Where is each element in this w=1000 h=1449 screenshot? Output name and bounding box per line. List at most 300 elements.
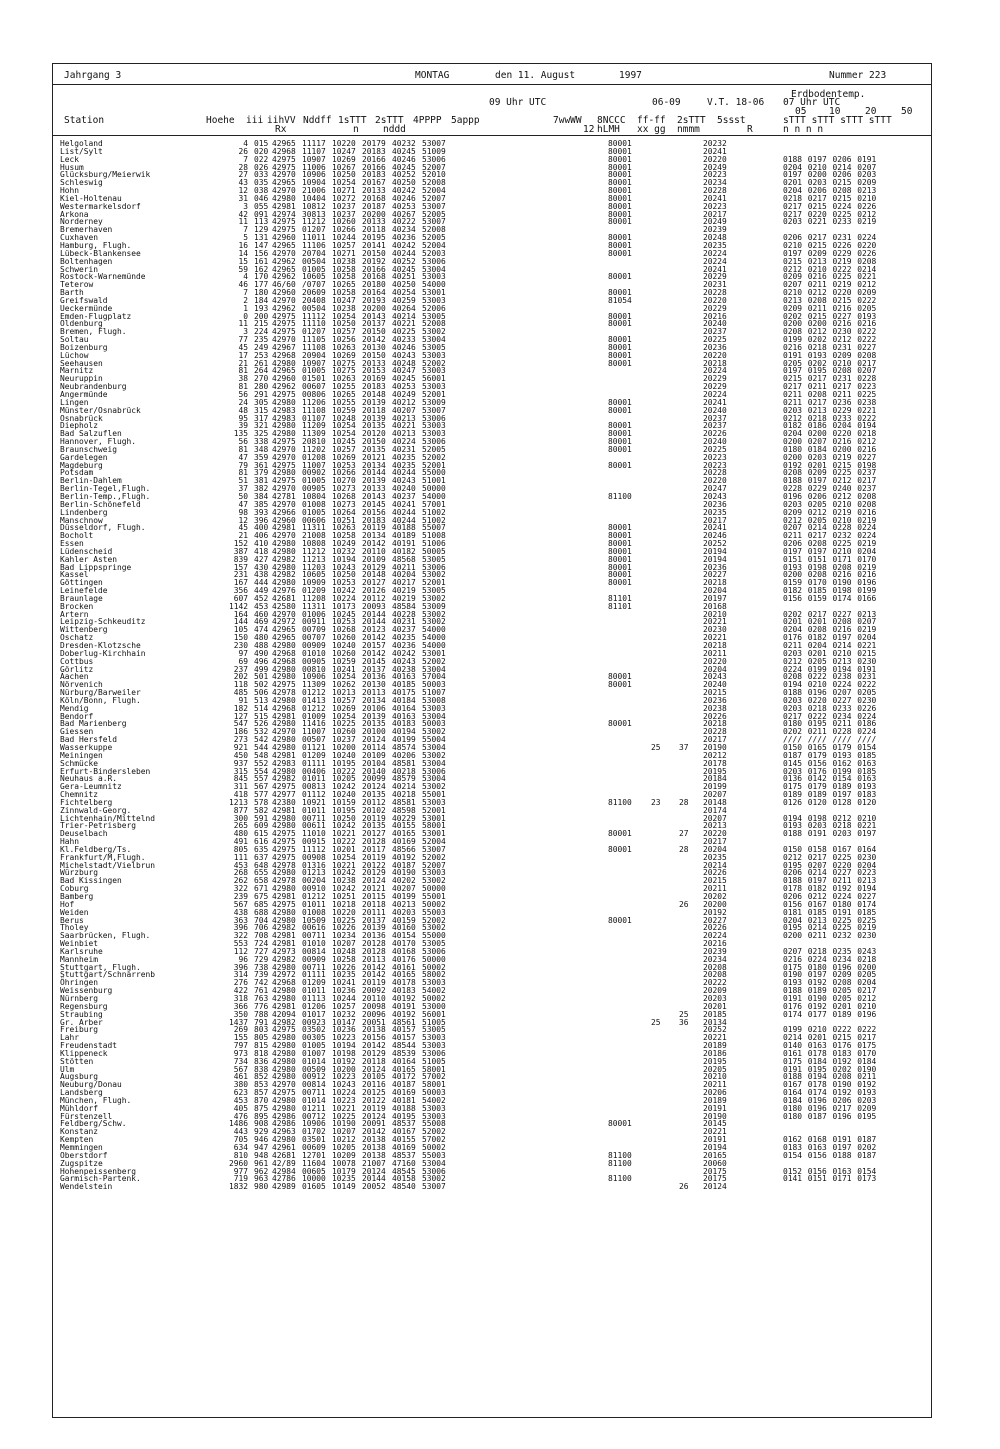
station-height: 42 <box>238 209 248 219</box>
temp-2sttt: 20134 <box>362 531 386 541</box>
pressure-4pppp: 40199 <box>392 735 416 745</box>
pressure-4pppp: 40184 <box>392 695 416 705</box>
station-name: Schleswig <box>60 178 103 188</box>
temp-min-2sttt: 20228 <box>703 468 727 478</box>
temp-1sttt: 10253 <box>332 578 356 588</box>
station-id: 724 <box>254 939 269 949</box>
station-id: 291 <box>254 390 269 399</box>
col-ff-sub: xx gg <box>637 124 666 135</box>
iihvv-value: 42967 <box>272 342 296 352</box>
station-id: 742 <box>254 978 269 988</box>
nddff-value: 01316 <box>302 860 326 870</box>
station-height: 5 <box>243 233 248 243</box>
station-height: 47 <box>238 452 248 462</box>
pressure-4pppp: 40164 <box>392 703 416 713</box>
nddff-value: 11309 <box>302 680 326 690</box>
iihvv-value: 42975 <box>272 782 296 792</box>
iihvv-value: 42975 <box>272 390 296 399</box>
nddff-value: 11311 <box>302 523 326 533</box>
iihvv-value: 42980 <box>272 868 296 878</box>
temp-2sttt: 20111 <box>362 907 386 917</box>
station-name: Berus <box>60 915 84 925</box>
pressure-4pppp: 40188 <box>392 523 416 533</box>
station-height: 95 <box>238 413 248 423</box>
station-height: 839 <box>233 554 248 564</box>
temp-2sttt: 20124 <box>362 1111 386 1121</box>
temp-1sttt: 10179 <box>332 1166 356 1176</box>
depth-50: 50 <box>901 106 913 117</box>
iihvv-value: 42/89 <box>272 1158 296 1168</box>
nddff-value: 20904 <box>302 350 326 360</box>
station-height: 81 <box>238 382 248 392</box>
temp-1sttt: 10225 <box>332 719 356 729</box>
temp-1sttt: 10254 <box>332 852 356 862</box>
temp-1sttt: 10269 <box>332 452 356 462</box>
tendency-5appp: 53006 <box>422 154 446 164</box>
station-height: 350 <box>233 1009 248 1019</box>
cloud-8nccc: 80001 <box>608 719 632 729</box>
temp-2sttt: 20144 <box>362 468 386 478</box>
temp-min-2sttt: 20124 <box>703 1182 727 1192</box>
iihvv-value: 42975 <box>272 327 296 337</box>
temp-1sttt: 10263 <box>332 523 356 533</box>
station-id: 490 <box>254 648 269 658</box>
temp-min-2sttt: 20226 <box>703 429 727 439</box>
table-row <box>53 140 931 148</box>
iihvv-value: 42975 <box>272 460 296 470</box>
temp-min-2sttt: 20241 <box>703 193 727 203</box>
tendency-5appp: 58001 <box>422 1064 446 1074</box>
pressure-4pppp: 40234 <box>392 225 416 235</box>
iihvv-value: 42980 <box>272 193 296 203</box>
station-id: 460 <box>254 609 269 619</box>
pressure-4pppp: 40233 <box>392 335 416 345</box>
tendency-5appp: 52007 <box>422 193 446 203</box>
station-id: 870 <box>254 1095 269 1105</box>
tendency-5appp: 53002 <box>422 609 446 619</box>
tendency-5appp: 53008 <box>422 695 446 705</box>
iihvv-value: 42960 <box>272 515 296 525</box>
tendency-5appp: 50002 <box>422 962 446 972</box>
temp-2sttt: 20138 <box>362 1135 386 1145</box>
station-height: 300 <box>233 813 248 823</box>
nddff-value: 11112 <box>302 311 326 321</box>
temp-1sttt: 10251 <box>332 892 356 901</box>
pressure-4pppp: 48581 <box>392 758 416 768</box>
temp-min-2sttt: 20227 <box>703 570 727 580</box>
tendency-5appp: 53001 <box>422 829 446 839</box>
temp-2sttt: 20138 <box>362 1143 386 1152</box>
pressure-4pppp: 40159 <box>392 915 416 925</box>
temp-min-2sttt: 20252 <box>703 539 727 549</box>
station-id: 838 <box>254 1064 269 1074</box>
temp-min-2sttt: 20229 <box>703 303 727 313</box>
cloud-8nccc: 80001 <box>608 562 632 572</box>
temp-min-2sttt: 20223 <box>703 452 727 462</box>
station-height: 231 <box>233 570 248 580</box>
tendency-5appp: 52002 <box>422 452 446 462</box>
soil-temps: 0188 0197 0212 0217 <box>783 476 877 486</box>
tendency-5appp: 57004 <box>422 672 446 682</box>
temp-min-2sttt: 20218 <box>703 358 727 368</box>
temp-1sttt: 10247 <box>332 295 356 305</box>
iihvv-value: 42980 <box>272 546 296 556</box>
pressure-4pppp: 40154 <box>392 931 416 941</box>
station-height: 273 <box>233 735 248 745</box>
pressure-4pppp: 40202 <box>392 876 416 886</box>
pressure-4pppp: 48545 <box>392 1166 416 1176</box>
nddff-value: 01008 <box>302 499 326 509</box>
tendency-5appp: 54000 <box>422 280 446 290</box>
iihvv-value: 42986 <box>272 1119 296 1129</box>
nddff-value: 01009 <box>302 711 326 721</box>
iihvv-value: 42970 <box>272 484 296 494</box>
iihvv-value: 42980 <box>272 397 296 407</box>
pressure-4pppp: 40243 <box>392 476 416 486</box>
iihvv-value: 42980 <box>272 641 296 650</box>
temp-2sttt: 20121 <box>362 884 386 894</box>
temp-1sttt: 10223 <box>332 1033 356 1043</box>
station-id: 962 <box>254 1166 269 1176</box>
iihvv-value: 42978 <box>272 688 296 698</box>
temp-1sttt: 10221 <box>332 860 356 870</box>
station-name: Zinnwald-Georg. <box>60 805 132 815</box>
station-height: 16 <box>238 240 248 250</box>
tendency-5appp: 53002 <box>422 782 446 792</box>
tendency-5appp: 52002 <box>422 358 446 368</box>
station-id: 410 <box>254 539 269 549</box>
pressure-4pppp: 40183 <box>392 986 416 996</box>
station-name: Barth <box>60 288 84 298</box>
temp-2sttt: 20117 <box>362 844 386 854</box>
temp-2sttt: 20128 <box>362 939 386 949</box>
temp-min-2sttt: 20237 <box>703 327 727 337</box>
temp-min-2sttt: 20240 <box>703 405 727 415</box>
temp-1sttt: 10263 <box>332 342 356 352</box>
temp-min-2sttt: 20223 <box>703 460 727 470</box>
iihvv-value: 42961 <box>272 1143 296 1152</box>
temp-min-2sttt: 20134 <box>703 1017 727 1027</box>
pressure-4pppp: 40187 <box>392 1080 416 1090</box>
temp-min-2sttt: 20220 <box>703 829 727 839</box>
station-name: Diepholz <box>60 421 99 431</box>
pressure-4pppp: 40165 <box>392 1064 416 1074</box>
iihvv-value: 42970 <box>272 335 296 345</box>
nddff-value: 00711 <box>302 1088 326 1098</box>
cloud-8nccc: 80001 <box>608 154 632 164</box>
tendency-5appp: 53006 <box>422 437 446 447</box>
station-id: 113 <box>254 217 269 227</box>
pressure-4pppp: 40228 <box>392 609 416 619</box>
pressure-4pppp: 40211 <box>392 562 416 572</box>
temp-2sttt: 20137 <box>362 664 386 674</box>
temp-2sttt: 20143 <box>362 491 386 501</box>
col-hoehe: Hoehe <box>206 115 235 126</box>
temp-min-2sttt: 20148 <box>703 797 727 807</box>
nddff-value: 03502 <box>302 1025 326 1035</box>
station-id: 688 <box>254 907 269 917</box>
station-id: 738 <box>254 962 269 972</box>
station-id: 727 <box>254 946 269 956</box>
station-id: 474 <box>254 625 269 635</box>
pressure-4pppp: 40206 <box>392 750 416 760</box>
station-name: Bamberg <box>60 892 94 901</box>
cloud-8nccc: 80001 <box>608 437 632 447</box>
nddff-value: 10605 <box>302 272 326 282</box>
nddff-value: 00616 <box>302 923 326 933</box>
temp-1sttt: 10259 <box>332 656 356 666</box>
pressure-4pppp: 48584 <box>392 601 416 611</box>
station-id: 224 <box>254 327 269 337</box>
station-height: 237 <box>233 664 248 674</box>
temp-1sttt: 10253 <box>332 460 356 470</box>
nddff-value: 11117 <box>302 139 326 148</box>
tendency-5appp: 53003 <box>422 272 446 282</box>
nddff-value: 11213 <box>302 554 326 564</box>
station-name: Schwerin <box>60 264 99 274</box>
cloud-8nccc: 80001 <box>608 554 632 564</box>
iihvv-value: 42965 <box>272 139 296 148</box>
pressure-4pppp: 40247 <box>392 366 416 376</box>
temp-2sttt: 20135 <box>362 790 386 800</box>
nddff-value: 00911 <box>302 617 326 627</box>
station-id: 449 <box>254 586 269 596</box>
temp-1sttt: 10226 <box>332 923 356 933</box>
temp-1sttt: 10225 <box>332 1111 356 1121</box>
col-nddff: Nddff <box>303 115 332 126</box>
nddff-value: 10906 <box>302 672 326 682</box>
cloud-8nccc: 80001 <box>608 844 632 854</box>
iihvv-value: 42981 <box>272 1001 296 1011</box>
station-name: Nürnberg <box>60 993 99 1003</box>
soil-temps: 0215 0217 0231 0228 <box>783 374 877 384</box>
temp-min-2sttt: 20229 <box>703 272 727 282</box>
soil-temps: 0161 0178 0183 0170 <box>783 1048 877 1058</box>
temp-min-2sttt: 20252 <box>703 1025 727 1035</box>
temp-min-2sttt: 20192 <box>703 907 727 917</box>
temp-1sttt: 10192 <box>332 1056 356 1066</box>
temp-1sttt: 10237 <box>332 209 356 219</box>
station-name: Manschnow <box>60 515 103 525</box>
soil-temps: 0203 0220 0227 0230 <box>783 695 877 705</box>
soil-temps: 0167 0178 0190 0192 <box>783 1080 877 1090</box>
temp-min-2sttt: 20220 <box>703 295 727 305</box>
station-height: 7 <box>243 225 248 235</box>
iihvv-value: 42980 <box>272 664 296 674</box>
station-height: 315 <box>233 766 248 776</box>
temp-2sttt: 20142 <box>362 1127 386 1137</box>
year: 1997 <box>619 70 642 81</box>
temp-min-2sttt: 20235 <box>703 852 727 862</box>
iihvv-value: 42983 <box>272 413 296 423</box>
station-height: 705 <box>233 1135 248 1145</box>
station-name: Fürstenzell <box>60 1111 113 1121</box>
temp-2sttt: 20125 <box>362 1088 386 1098</box>
temp-min-2sttt: 20215 <box>703 876 727 886</box>
nddff-value: 11007 <box>302 727 326 737</box>
temp-1sttt: 10205 <box>332 774 356 784</box>
tendency-5appp: 52002 <box>422 852 446 862</box>
temp-min-2sttt: 20218 <box>703 641 727 650</box>
tendency-5appp: 53002 <box>422 923 446 933</box>
col-7wwww: 7wwWW <box>553 115 582 126</box>
station-name: Bad Lippspringe <box>60 562 132 572</box>
iihvv-value: 42981 <box>272 711 296 721</box>
nddff-value: 11208 <box>302 593 326 603</box>
iihvv-value: 42970 <box>272 727 296 737</box>
station-height: 567 <box>233 1064 248 1074</box>
pressure-4pppp: 40165 <box>392 970 416 980</box>
pressure-4pppp: 40164 <box>392 1056 416 1066</box>
tendency-5appp: 52002 <box>422 915 446 925</box>
table-row <box>53 799 931 807</box>
tendency-5appp: 53006 <box>422 946 446 956</box>
temp-min-2sttt: 20194 <box>703 546 727 556</box>
station-id: 567 <box>254 782 269 792</box>
pressure-4pppp: 40264 <box>392 303 416 313</box>
station-name: Kempten <box>60 1135 94 1145</box>
station-id: 393 <box>254 507 269 517</box>
pressure-4pppp: 40169 <box>392 837 416 847</box>
station-height: 26 <box>238 146 248 156</box>
nddff-value: 00905 <box>302 484 326 494</box>
pressure-4pppp: 40160 <box>392 923 416 933</box>
temp-1sttt: 10200 <box>332 742 356 752</box>
station-name: Deuselbach <box>60 829 108 839</box>
iihvv-value: 42978 <box>272 860 296 870</box>
cloud-8nccc: 80001 <box>608 421 632 431</box>
iihvv-value: 42980 <box>272 1048 296 1058</box>
iihvv-value: 42980 <box>272 719 296 729</box>
nddff-value: 11112 <box>302 844 326 854</box>
tendency-5appp: 52004 <box>422 837 446 847</box>
nddff-value: 11106 <box>302 240 326 250</box>
pressure-4pppp: 40218 <box>392 766 416 776</box>
pressure-4pppp: 40252 <box>392 170 416 180</box>
nddff-value: 01212 <box>302 703 326 713</box>
tendency-5appp: 55008 <box>422 1119 446 1129</box>
station-id: 609 <box>254 821 269 831</box>
station-name: Soltau <box>60 335 89 345</box>
station-id: 184 <box>254 295 269 305</box>
pressure-4pppp: 40165 <box>392 829 416 839</box>
temp-1sttt: 10223 <box>332 1095 356 1105</box>
nddff-value: 11309 <box>302 429 326 439</box>
station-height: 79 <box>238 460 248 470</box>
nddff-value: 00504 <box>302 303 326 313</box>
temp-min-2sttt: 20195 <box>703 1056 727 1066</box>
station-name: Berlin-Schönefeld <box>60 499 141 509</box>
station-id: 685 <box>254 899 269 909</box>
columns-rule <box>53 135 931 136</box>
temp-min-2sttt: 20225 <box>703 444 727 454</box>
temp-2sttt: 20119 <box>362 978 386 988</box>
cloud-8nccc: 80001 <box>608 350 632 360</box>
pressure-4pppp: 40245 <box>392 374 416 384</box>
pressure-4pppp: 48579 <box>392 774 416 784</box>
soil-temps: 0188 0191 0203 0197 <box>783 829 877 839</box>
station-name: Nörvenich <box>60 680 103 690</box>
station-id: 480 <box>254 633 269 643</box>
temp-1sttt: 10198 <box>332 1048 356 1058</box>
station-height: 396 <box>233 962 248 972</box>
temp-min-2sttt: 20224 <box>703 256 727 266</box>
nddff-value: 00707 <box>302 633 326 643</box>
col-2sttt-min-sub: nmmm <box>677 124 700 135</box>
col-station: Station <box>64 115 105 126</box>
iihvv-value: 42975 <box>272 437 296 447</box>
iihvv-value: 42968 <box>272 350 296 360</box>
nddff-value: 11212 <box>302 217 326 227</box>
iihvv-value: 42980 <box>272 993 296 1003</box>
nddff-value: 20408 <box>302 295 326 305</box>
temp-1sttt: 10213 <box>332 688 356 698</box>
temp-2sttt: 20142 <box>362 648 386 658</box>
station-name: Lüdenscheid <box>60 546 113 556</box>
pressure-4pppp: 40259 <box>392 295 416 305</box>
tendency-5appp: 57001 <box>422 499 446 509</box>
nddff-value: 00204 <box>302 876 326 886</box>
soil-temps: 0164 0174 0192 0193 <box>783 1088 877 1098</box>
nddff-value: 10812 <box>302 201 326 211</box>
temp-1sttt: 10266 <box>332 468 356 478</box>
temp-1sttt: 10268 <box>332 625 356 635</box>
temp-1sttt: 10236 <box>332 1025 356 1035</box>
nddff-value: 01208 <box>302 452 326 462</box>
station-height: 7 <box>243 154 248 164</box>
iihvv-value: 42970 <box>272 295 296 305</box>
pressure-4pppp: 40267 <box>392 209 416 219</box>
soil-temps: 0162 0168 0191 0187 <box>783 1135 877 1145</box>
station-name: Hannover, Flugh. <box>60 437 137 447</box>
station-id: 532 <box>254 727 269 737</box>
iihvv-value: 42982 <box>272 554 296 564</box>
pressure-4pppp: 40242 <box>392 648 416 658</box>
station-height: 118 <box>233 680 248 690</box>
iihvv-value: 42962 <box>272 382 296 392</box>
pressure-4pppp: 40224 <box>392 437 416 447</box>
temp-min-2sttt: 20168 <box>703 601 727 611</box>
tendency-5appp: 50005 <box>422 546 446 556</box>
temp-min-2sttt: 20240 <box>703 437 727 447</box>
station-height: 921 <box>233 742 248 752</box>
station-height: 2 <box>243 295 248 305</box>
pressure-4pppp: 40199 <box>392 892 416 901</box>
temp-2sttt: 20092 <box>362 986 386 996</box>
station-id: 791 <box>254 1017 269 1027</box>
temp-1sttt: 10237 <box>332 735 356 745</box>
tendency-5appp: 55001 <box>422 892 446 901</box>
iihvv-value: 42980 <box>272 821 296 831</box>
station-name: Brocken <box>60 601 94 611</box>
station-id: 264 <box>254 366 269 376</box>
station-height: 268 <box>233 868 248 878</box>
station-name: Mannheim <box>60 954 99 964</box>
station-name: Gardelegen <box>60 452 108 462</box>
soil-temps: 0203 0205 0210 0208 <box>783 499 877 509</box>
iihvv-value: 42980 <box>272 358 296 368</box>
station-name: Weinbiet <box>60 939 99 949</box>
temp-2sttt: 20168 <box>362 193 386 203</box>
iihvv-value: 42980 <box>272 562 296 572</box>
station-height: 91 <box>238 695 248 705</box>
temp-1sttt: 10232 <box>332 546 356 556</box>
station-name: Greifswald <box>60 295 108 305</box>
station-name: Nürburg/Barweiler <box>60 688 141 698</box>
iihvv-value: 42980 <box>272 421 296 431</box>
iihvv-value: 42980 <box>272 735 296 745</box>
station-name: Würzburg <box>60 868 99 878</box>
